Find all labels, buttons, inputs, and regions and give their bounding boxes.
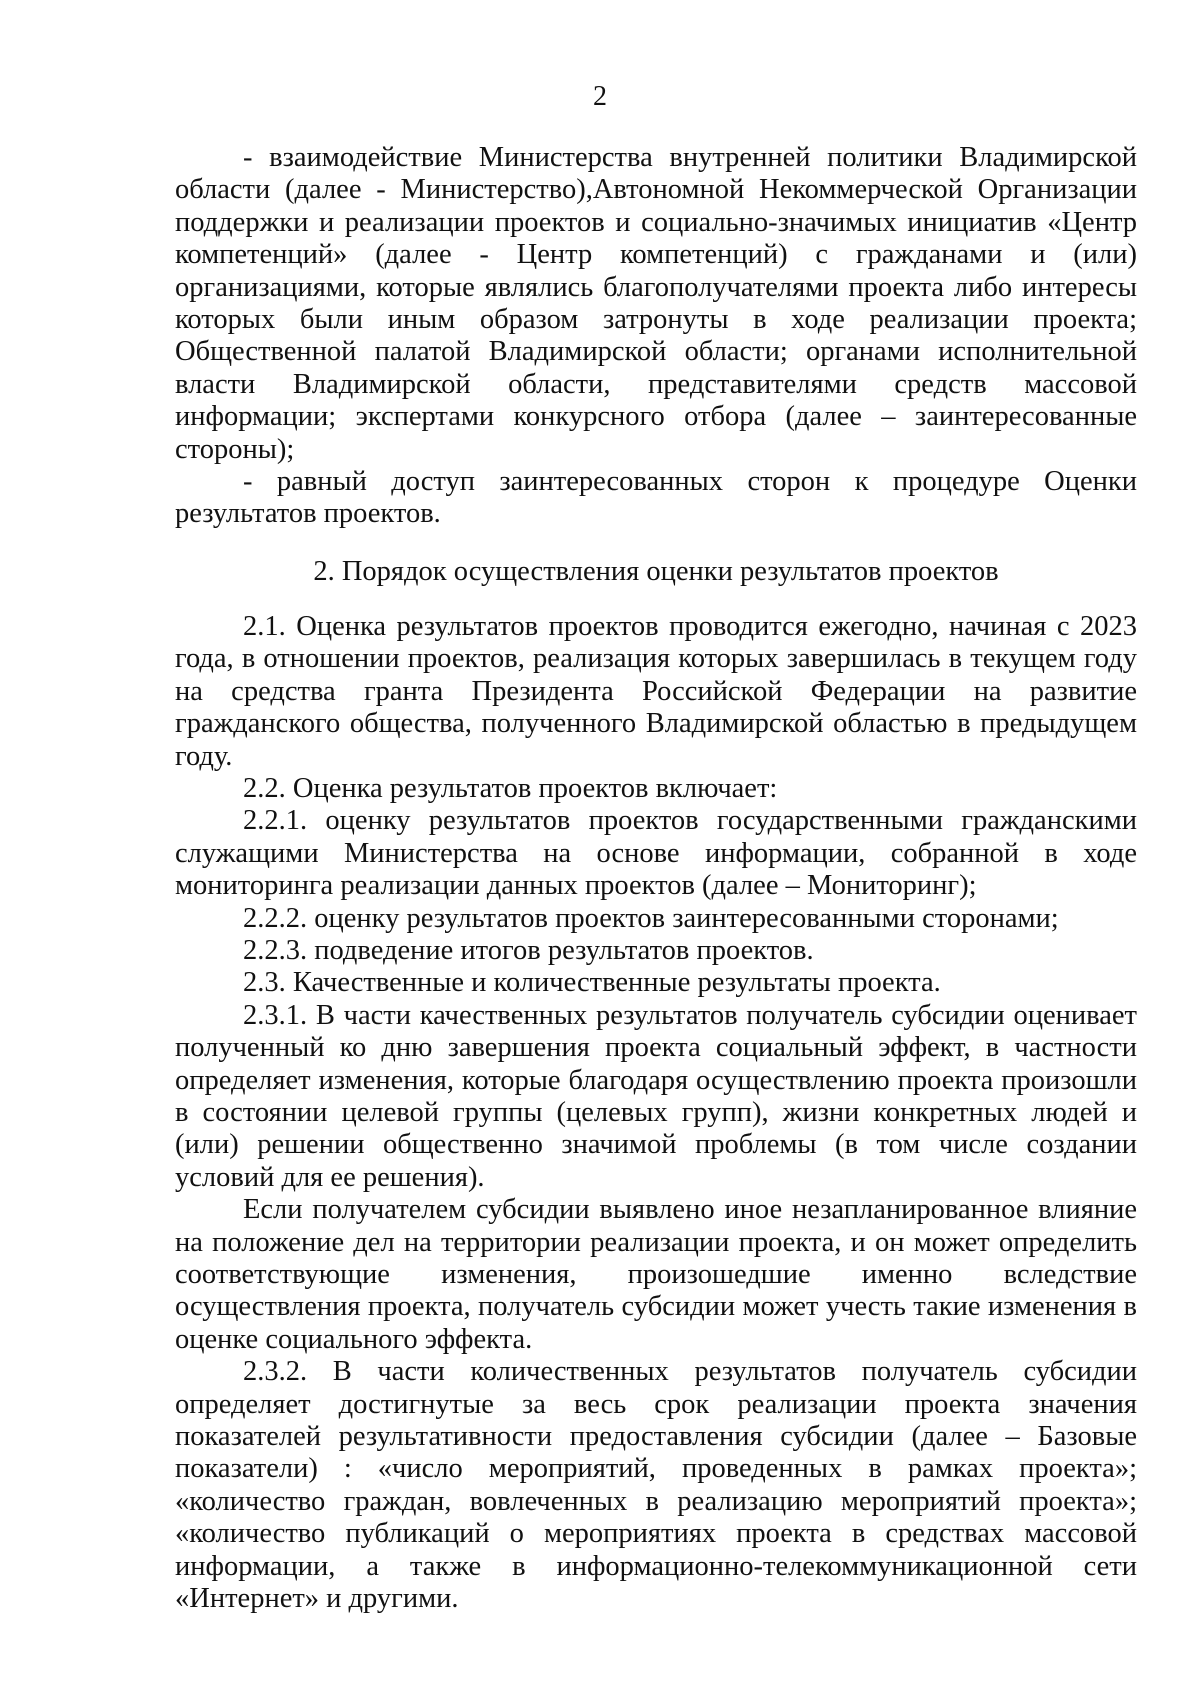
paragraph-2-2: 2.2. Оценка результатов проектов включает:	[243, 772, 778, 804]
paragraph-equal-access: - равный доступ заинтересованных сторон к процедуре Оценки результатов проектов.	[175, 466, 1137, 530]
paragraph-2-2-3: 2.2.3. подведение итогов результатов проектов.	[243, 934, 814, 966]
paragraph-2-3: 2.3. Качественные и количественные результаты проекта.	[243, 967, 941, 999]
paragraph-2-2-1: 2.2.1. оценку результатов проектов государственными гражданскими служащими Министерства на основе информации, собранной в ходе мониторинга реализации данных проектов (далее – Мониторинг);	[175, 805, 1137, 902]
paragraph-2-3-1: 2.3.1. В части качественных результатов получатель субсидии оценивает полученный ко дню завершения проекта социальный эффект, в частности определяет изменения, которые благодаря осуществлению проекта произошли в состоянии целевой группы (целевых групп), жизни конкретных людей и (или) решении общественно значимой проблемы (в том числе создании условий для ее решения).	[175, 999, 1137, 1193]
paragraph-2-1: 2.1. Оценка результатов проектов проводится ежегодно, начиная с 2023 года, в отношении проектов, реализация которых завершилась в текущем году на средства гранта Президента Российской Федерации на развитие гражданского общества, полученного Владимирской областью в предыдущем году.	[175, 610, 1137, 772]
paragraph-2-3-2: 2.3.2. В части количественных результатов получатель субсидии определяет достигнутые за весь срок реализации проекта значения показателей результативности предоставления субсидии (далее – Базовые показатели) : «число мероприятий, проведенных в рамках проекта»; «количество граждан, вовлеченных в реализацию мероприятий проекта»; «количество публикаций о мероприятиях проекта в средствах массовой информации, а также в информационно-телекоммуникационной сети «Интернет» и другими.	[175, 1356, 1137, 1615]
paragraph-interaction: - взаимодействие Министерства внутренней политики Владимирской области (далее - Министерство),Автономной Некоммерческой Организации поддержки и реализации проектов и социально-значимых инициатив «Центр компетенций» (далее - Центр компетенций) с гражданами и (или) организациями, которые являлись благополучателями проекта либо интересы которых были иным образом затронуты в ходе реализации проекта; Общественной палатой Владимирской области; органами исполнительной власти Владимирской области, представителями средств массовой информации; экспертами конкурсного отбора (далее – заинтересованные стороны);	[175, 142, 1137, 465]
document-body	[175, 142, 1137, 1615]
section-heading: 2. Порядок осуществления оценки результатов проектов	[313, 555, 999, 587]
paragraph-2-2-2: 2.2.2. оценку результатов проектов заинтересованными сторонами;	[243, 902, 1059, 934]
paragraph-unplanned-impact: Если получателем субсидии выявлено иное незапланированное влияние на положение дел на территории реализации проекта, и он может определить соответствующие изменения, произошедшие именно вследствие осуществления проекта, получатель субсидии может учесть такие изменения в оценке социального эффекта.	[175, 1194, 1137, 1355]
page-number: 2	[593, 81, 607, 112]
